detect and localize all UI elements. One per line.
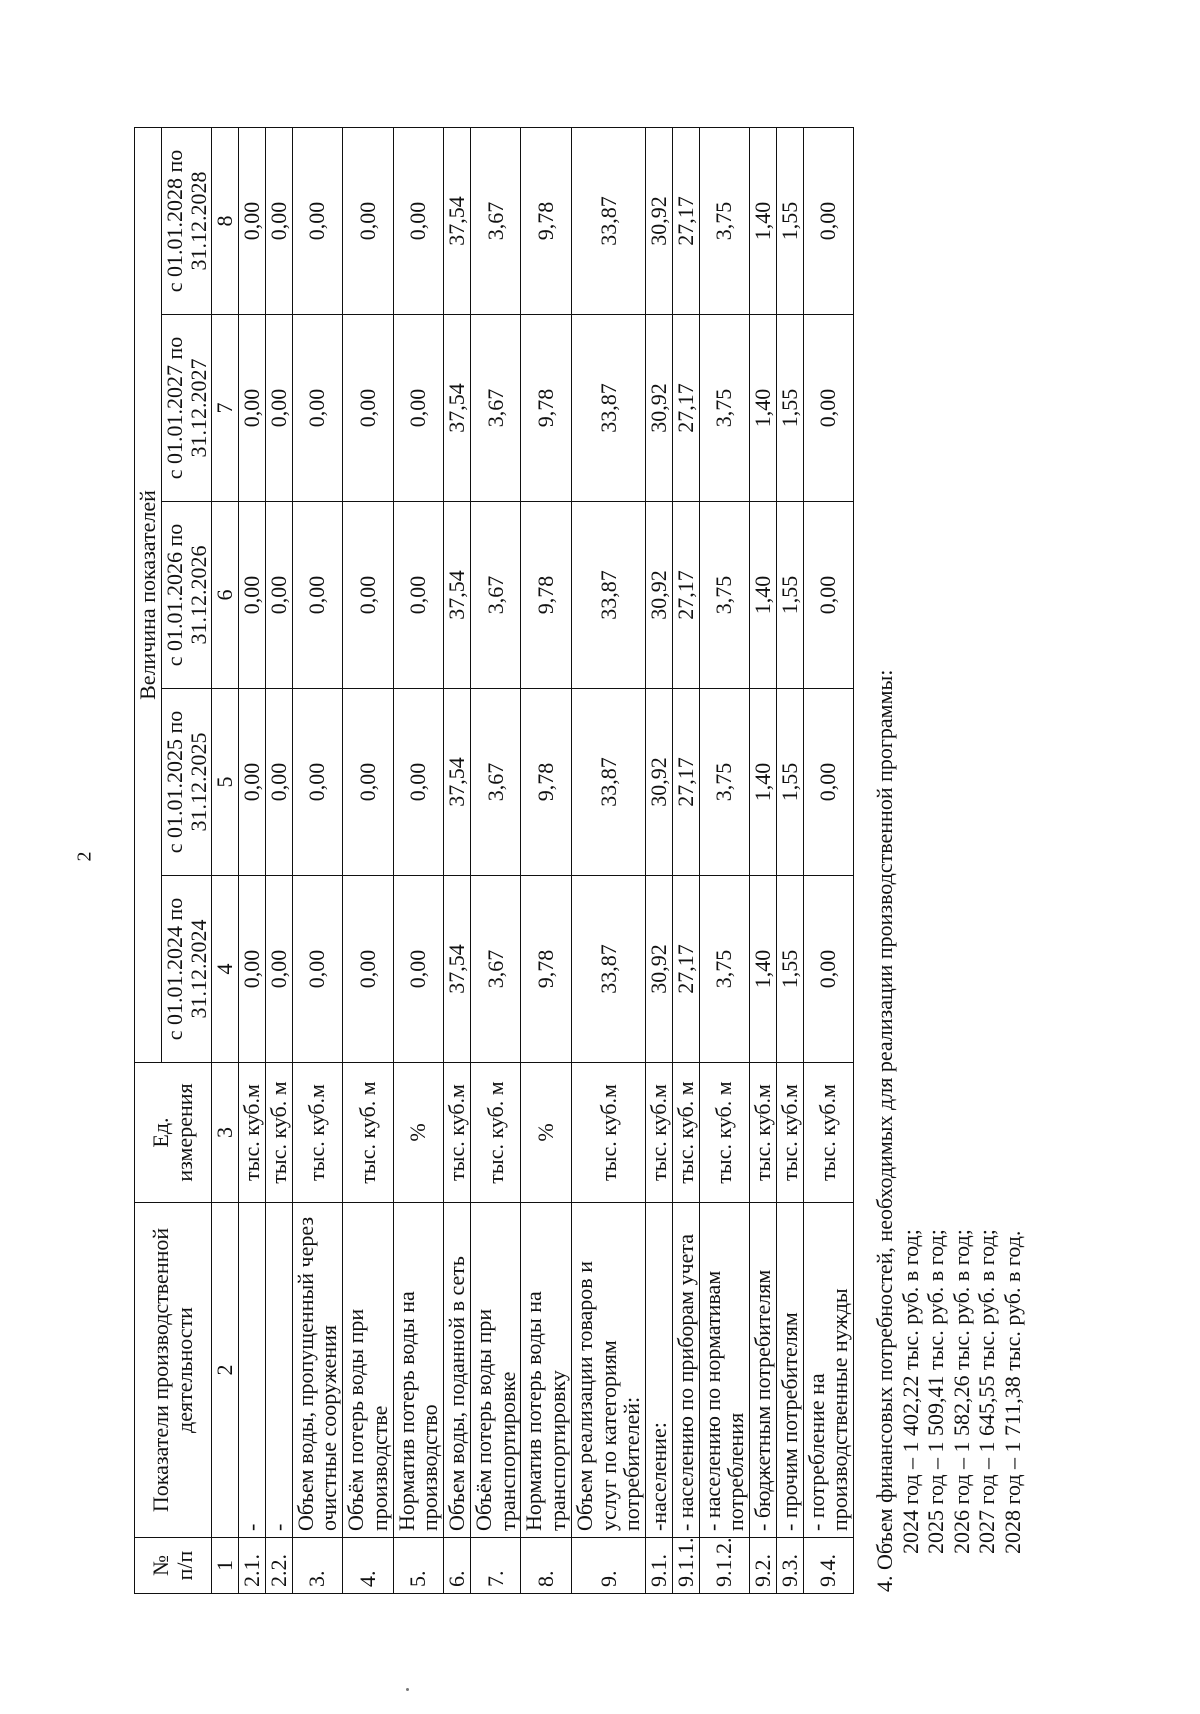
- financial-needs-section: [872, 128, 1025, 1594]
- row-value: 30,92: [646, 127, 673, 314]
- row-unit: тыс. куб.м: [646, 1063, 673, 1203]
- row-value: 3,67: [470, 127, 521, 314]
- row-unit: %: [393, 1063, 444, 1203]
- row-name: - населению по приборам учета: [672, 1203, 699, 1538]
- row-unit: тыс. куб.м: [803, 1063, 854, 1203]
- row-num: 7.: [470, 1538, 521, 1594]
- row-value: 0,00: [393, 315, 444, 502]
- row-unit: тыс. куб.м: [444, 1063, 471, 1203]
- row-value: 33,87: [571, 127, 645, 314]
- row-num: 5.: [393, 1538, 444, 1594]
- row-value: 0,00: [239, 876, 266, 1063]
- row-num: 9.1.2.: [699, 1538, 750, 1594]
- row-value: 1,40: [750, 502, 777, 689]
- header-value-group: Величина показателей: [135, 127, 162, 1062]
- row-value: 0,00: [343, 502, 394, 689]
- col-number: 1: [212, 1538, 239, 1594]
- row-unit: %: [521, 1063, 572, 1203]
- table-row: [521, 127, 572, 1593]
- row-unit: тыс. куб. м: [265, 1063, 292, 1203]
- row-num: 2.1.: [239, 1538, 266, 1594]
- row-num: 9.1.1.: [672, 1538, 699, 1594]
- row-value: 0,00: [803, 127, 854, 314]
- row-unit: тыс. куб. м: [343, 1063, 394, 1203]
- year-line: 2024 год – 1 402,22 тыс. руб. в год;: [897, 1229, 923, 1554]
- row-value: 9,78: [521, 876, 572, 1063]
- row-value: 1,40: [750, 876, 777, 1063]
- year-line: 2025 год – 1 509,41 тыс. руб. в год;: [923, 1229, 949, 1554]
- row-value: 0,00: [265, 127, 292, 314]
- rotated-page-content: [134, 128, 1174, 1594]
- row-value: 1,40: [750, 689, 777, 876]
- row-name: - бюджетным потребителям: [750, 1203, 777, 1538]
- row-value: 27,17: [672, 689, 699, 876]
- header-num: № п/п: [135, 1538, 212, 1594]
- header-period-2028: с 01.01.2028 по 31.12.2028: [161, 127, 212, 314]
- year-line: 2026 год – 1 582,26 тыс. руб. в год;: [948, 1229, 974, 1554]
- row-value: 0,00: [393, 689, 444, 876]
- col-number: 8: [212, 127, 239, 314]
- row-value: 0,00: [239, 689, 266, 876]
- header-row-1: [135, 127, 162, 1593]
- row-value: 0,00: [803, 876, 854, 1063]
- production-indicators-table: [134, 127, 854, 1594]
- row-num: 2.2.: [265, 1538, 292, 1594]
- row-value: 37,54: [444, 502, 471, 689]
- table-body: [239, 127, 854, 1593]
- row-num: 4.: [343, 1538, 394, 1594]
- row-value: 3,67: [470, 315, 521, 502]
- row-value: 0,00: [343, 689, 394, 876]
- year-line: 2028 год – 1 711,38 тыс. руб. в год.: [999, 1230, 1025, 1554]
- row-value: 1,55: [776, 502, 803, 689]
- row-value: 1,55: [776, 689, 803, 876]
- row-value: 0,00: [343, 315, 394, 502]
- row-value: 33,87: [571, 502, 645, 689]
- row-value: 3,67: [470, 502, 521, 689]
- row-value: 37,54: [444, 315, 471, 502]
- col-number: 3: [212, 1063, 239, 1203]
- row-value: 0,00: [265, 502, 292, 689]
- row-unit: тыс. куб. м: [470, 1063, 521, 1203]
- row-value: 1,40: [750, 127, 777, 314]
- table-row: [571, 127, 645, 1593]
- row-value: 1,55: [776, 876, 803, 1063]
- row-value: 27,17: [672, 315, 699, 502]
- header-period-2024: с 01.01.2024 по 31.12.2024: [161, 876, 212, 1063]
- row-value: 9,78: [521, 315, 572, 502]
- row-value: 0,00: [239, 315, 266, 502]
- row-value: 30,92: [646, 502, 673, 689]
- table-row: [750, 127, 777, 1593]
- table-row: [776, 127, 803, 1593]
- row-value: 33,87: [571, 315, 645, 502]
- row-value: 0,00: [292, 127, 343, 314]
- row-value: 3,67: [470, 689, 521, 876]
- column-number-row: [212, 127, 239, 1593]
- row-name: - прочим потребителям: [776, 1203, 803, 1538]
- row-num: 3.: [292, 1538, 343, 1594]
- row-value: 0,00: [343, 127, 394, 314]
- col-number: 7: [212, 315, 239, 502]
- row-value: 30,92: [646, 689, 673, 876]
- row-value: 0,00: [393, 502, 444, 689]
- row-value: 0,00: [803, 689, 854, 876]
- header-unit: Ед. измерения: [135, 1063, 212, 1203]
- row-value: 3,67: [470, 876, 521, 1063]
- row-value: 0,00: [239, 502, 266, 689]
- row-value: 0,00: [292, 315, 343, 502]
- table-row: [803, 127, 854, 1593]
- row-value: 9,78: [521, 127, 572, 314]
- row-name: - населению по нормативам потребления: [699, 1203, 750, 1538]
- row-value: 0,00: [343, 876, 394, 1063]
- row-name: Объем воды, поданной в сеть: [444, 1203, 471, 1538]
- row-value: 0,00: [393, 127, 444, 314]
- row-name: -население:: [646, 1203, 673, 1538]
- row-value: 9,78: [521, 502, 572, 689]
- row-value: 3,75: [699, 876, 750, 1063]
- section-heading: 4. Объем финансовых потребностей, необходимых для реализации производственной программы:: [872, 669, 897, 1592]
- row-num: 9.1.: [646, 1538, 673, 1594]
- row-value: 1,40: [750, 315, 777, 502]
- table-row: [646, 127, 673, 1593]
- row-num: 9.4.: [803, 1538, 854, 1594]
- row-value: 37,54: [444, 876, 471, 1063]
- table-row: [672, 127, 699, 1593]
- row-value: 0,00: [265, 876, 292, 1063]
- row-value: 0,00: [265, 315, 292, 502]
- row-unit: тыс. куб. м: [699, 1063, 750, 1203]
- row-unit: тыс. куб.м: [292, 1063, 343, 1203]
- row-name: Объём потерь воды при производстве: [343, 1203, 394, 1538]
- table-row: [470, 127, 521, 1593]
- row-name: - потребление на производственные нужды: [803, 1203, 854, 1538]
- row-value: 3,75: [699, 127, 750, 314]
- row-name: -: [239, 1203, 266, 1538]
- row-value: 0,00: [803, 502, 854, 689]
- row-value: 0,00: [292, 876, 343, 1063]
- table-row: [699, 127, 750, 1593]
- col-number: 5: [212, 689, 239, 876]
- row-name: Объём потерь воды при транспортировке: [470, 1203, 521, 1538]
- row-unit: тыс. куб.м: [776, 1063, 803, 1203]
- row-num: 9.2.: [750, 1538, 777, 1594]
- table-row: [343, 127, 394, 1593]
- row-value: 27,17: [672, 876, 699, 1063]
- row-value: 0,00: [239, 127, 266, 314]
- row-name: -: [265, 1203, 292, 1538]
- row-value: 0,00: [292, 689, 343, 876]
- row-value: 0,00: [803, 315, 854, 502]
- row-name: Объем воды, пропущенный через очистные сооружения: [292, 1203, 343, 1538]
- col-number: 4: [212, 876, 239, 1063]
- header-indicator: Показатели производственной деятельности: [135, 1203, 212, 1538]
- header-period-2026: с 01.01.2026 по 31.12.2026: [161, 502, 212, 689]
- row-num: 8.: [521, 1538, 572, 1594]
- row-value: 1,55: [776, 315, 803, 502]
- row-num: 9.3.: [776, 1538, 803, 1594]
- row-unit: тыс. куб.м: [571, 1063, 645, 1203]
- row-value: 0,00: [292, 502, 343, 689]
- row-value: 3,75: [699, 315, 750, 502]
- page-number: 2: [73, 851, 96, 862]
- col-number: 6: [212, 502, 239, 689]
- row-value: 27,17: [672, 502, 699, 689]
- row-unit: тыс. куб. м: [672, 1063, 699, 1203]
- row-unit: тыс. куб.м: [750, 1063, 777, 1203]
- row-value: 0,00: [265, 689, 292, 876]
- table-row: [292, 127, 343, 1593]
- row-value: 33,87: [571, 689, 645, 876]
- scan-speck: [406, 1688, 409, 1691]
- row-value: 3,75: [699, 502, 750, 689]
- table-row: [239, 127, 266, 1593]
- table-row: [393, 127, 444, 1593]
- row-name: Объем реализации товаров и услуг по категориям потребителей:: [571, 1203, 645, 1538]
- row-value: 37,54: [444, 127, 471, 314]
- col-number: 2: [212, 1203, 239, 1538]
- row-value: 1,55: [776, 127, 803, 314]
- header-period-2027: с 01.01.2027 по 31.12.2027: [161, 315, 212, 502]
- year-line: 2027 год – 1 645,55 тыс. руб. в год;: [974, 1229, 1000, 1554]
- row-value: 27,17: [672, 127, 699, 314]
- row-value: 0,00: [393, 876, 444, 1063]
- row-value: 3,75: [699, 689, 750, 876]
- row-num: 9.: [571, 1538, 645, 1594]
- row-value: 33,87: [571, 876, 645, 1063]
- row-name: Норматив потерь воды на транспортировку: [521, 1203, 572, 1538]
- table-row: [265, 127, 292, 1593]
- row-num: 6.: [444, 1538, 471, 1594]
- header-period-2025: с 01.01.2025 по 31.12.2025: [161, 689, 212, 876]
- row-value: 9,78: [521, 689, 572, 876]
- row-unit: тыс. куб.м: [239, 1063, 266, 1203]
- row-value: 37,54: [444, 689, 471, 876]
- table-row: [444, 127, 471, 1593]
- row-value: 30,92: [646, 876, 673, 1063]
- row-name: Норматив потерь воды на производство: [393, 1203, 444, 1538]
- row-value: 30,92: [646, 315, 673, 502]
